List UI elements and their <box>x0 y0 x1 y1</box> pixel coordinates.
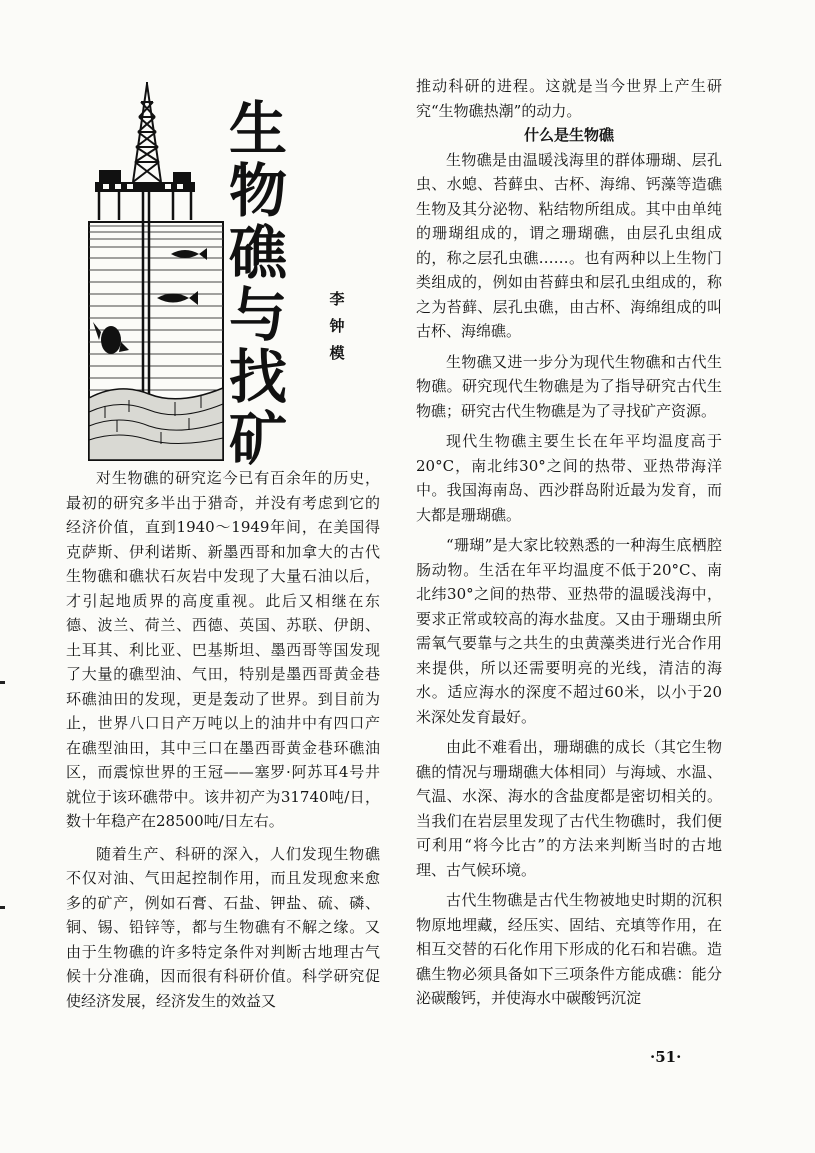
angelfish-icon <box>93 322 129 354</box>
paragraph: “珊瑚”是大家比较熟悉的一种海生底栖腔肠动物。生活在年平均温度不低于20°C、南北纬30°之间的热带、亚热带的温暖浅海中，要求正常或较高的海水盐度。又由于珊瑚虫所需氧气要靠与之共生的虫黄藻类进行光合作用来提供，所以还需要明亮的光线，清洁的海水。适应海水的深度不超过60米，以小于20米深处发育最好。 <box>416 536 722 726</box>
author-char: 李 <box>329 290 345 308</box>
fish-icon <box>157 291 198 305</box>
author-char: 模 <box>329 344 345 362</box>
left-text-column <box>66 466 380 1013</box>
scan-mark <box>0 681 5 684</box>
paragraph: 古代生物礁是古代生物被地史时期的沉积物原地埋藏，经压实、固结、充填等作用，在相互交替的石化作用下形成的化石和岩礁。造礁生物必须具备如下三项条件方能成礁：能分泌碳酸钙，并使海水中碳酸钙沉淀 <box>416 891 722 1007</box>
derrick-icon <box>133 84 161 182</box>
right-text-column <box>416 74 722 1011</box>
paragraph: 生物礁又进一步分为现代生物礁和古代生物礁。研究现代生物礁是为了指导研究古代生物礁；研究古代生物礁是为了寻找矿产资源。 <box>416 352 722 420</box>
author-name <box>326 286 348 367</box>
section-heading: 什么是生物礁 <box>523 126 614 144</box>
paragraph: 由此不难看出，珊瑚礁的成长（其它生物礁的情况与珊瑚礁大体相同）与海域、水温、气温、水深、海水的含盐度都是密切相关的。当我们在岩层里发现了古代生物礁时，我们便可利用“将今比古”的方法来判断当时的古地理、古气候环境。 <box>416 738 722 879</box>
paragraph: 对生物礁的研究迄今已有百余年的历史，最初的研究多半出于猎奇，并没有考虑到它的经济价值，直到1940～1949年间，在美国得克萨斯、伊利诺斯、新墨西哥和加拿大的古代生物礁和礁状石灰岩中发现了大量石油以后，才引起地质界的高度重视。此后又相继在东德、波兰、荷兰、西德、英国、苏联、伊朗、土耳其、利比亚、巴基斯坦、墨西哥等国发现了大量的礁型油、气田，特别是墨西哥黄金巷环礁油田的发现，更是轰动了世界。到目前为止，世界八口日产万吨以上的油井中有四口产在礁型油田，其中三口在墨西哥黄金巷环礁油区，而震惊世界的王冠——塞罗·阿苏耳4号井就位于该环礁带中。该井初产为31740吨/日，数十年稳产在28500吨/日左右。 <box>66 469 380 830</box>
scan-mark <box>0 906 5 909</box>
author-char: 钟 <box>329 317 345 335</box>
paragraph: 现代生物礁主要生长在年平均温度高于20°C，南北纬30°之间的热带、亚热带海洋中。我国海南岛、西沙群岛附近最为发育，而大都是珊瑚礁。 <box>416 432 722 524</box>
title-char: 与 <box>228 281 287 349</box>
continued-paragraph: 推动科研的进程。这就是当今世界上产生研究“生物礁热潮”的动力。 <box>416 77 722 120</box>
article-title <box>222 95 294 473</box>
paragraph: 随着生产、科研的深入，人们发现生物礁不仅对油、气田起控制作用，而且发现愈来愈多的矿产，例如石膏、石盐、钾盐、硫、磷、铜、锡、铅锌等，都与生物礁有不解之缘。又由于生物礁的许多特定条件对判断古地理古气候十分准确，因而很有科研价值。科学研究促使经济发展，经济发生的效益又 <box>66 844 380 1010</box>
title-char: 物 <box>228 157 287 225</box>
title-char: 礁 <box>228 219 287 287</box>
title-char: 找 <box>228 343 287 411</box>
paragraph: 生物礁是由温暖浅海里的群体珊瑚、层孔虫、水螅、苔藓虫、古杯、海绵、钙藻等造礁生物及其分泌物、粘结物所组成。其中由单纯的珊瑚组成的，谓之珊瑚礁，由层孔虫组成的，称之层孔虫礁……。也有两种以上生物门类组成的，例如由苔藓虫和层孔虫组成的，称之为苔藓、层孔虫礁，由古杯、海绵组成的叫古杯、海绵礁。 <box>416 150 722 340</box>
title-char: 矿 <box>228 405 287 473</box>
title-char: 生 <box>228 95 287 163</box>
page-number: ·51· <box>650 1048 682 1066</box>
